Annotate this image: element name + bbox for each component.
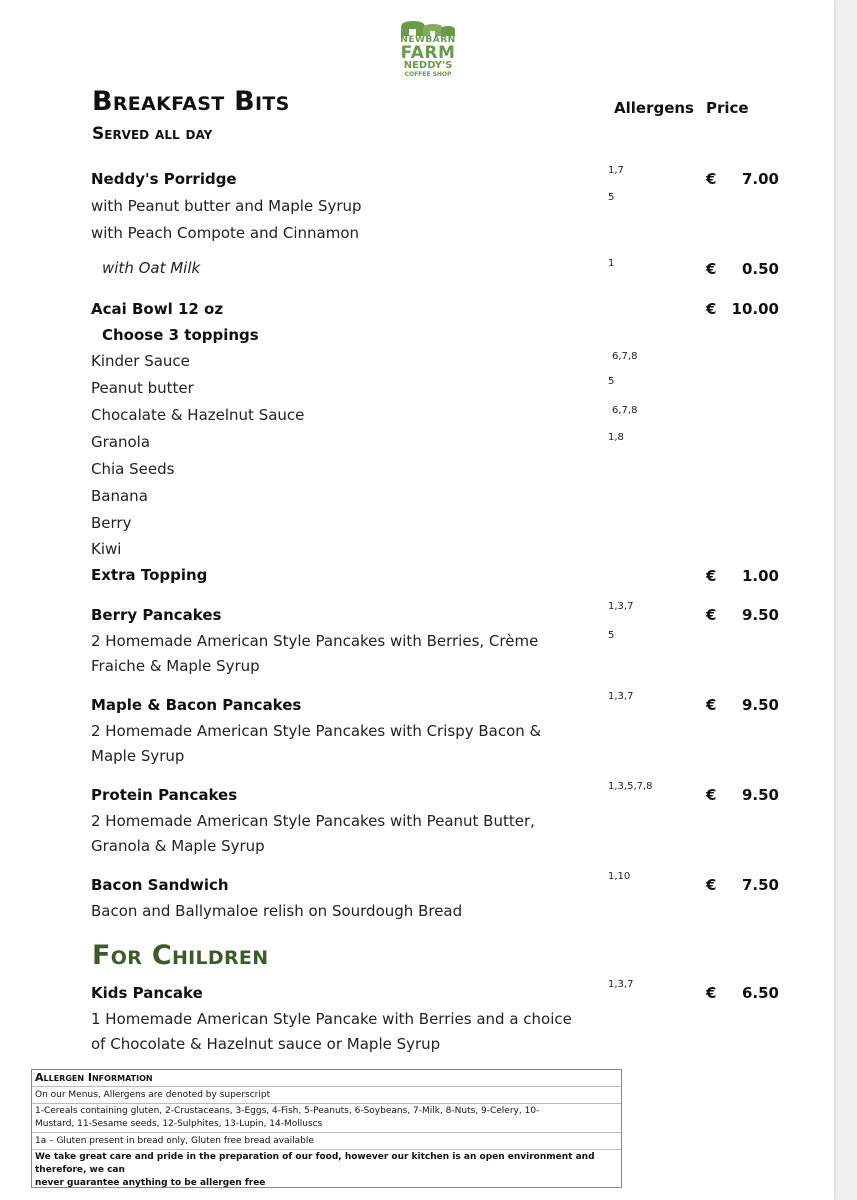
item-protein-desc-2: Granola & Maple Syrup — [91, 837, 265, 855]
allergen-info-list — [32, 1104, 621, 1133]
item-berry-price: 9.50 — [741, 606, 779, 624]
item-kids-name: Kids Pancake — [91, 984, 203, 1002]
topping-name: Kinder Sauce — [91, 352, 190, 370]
item-oatmilk-price: 0.50 — [741, 260, 779, 278]
item-porridge-name: Neddy's Porridge — [91, 170, 237, 188]
allergen-info-disclaimer — [32, 1150, 621, 1191]
item-porridge-allergens-1: 1,7 — [608, 165, 624, 176]
item-maple-price: 9.50 — [741, 696, 779, 714]
item-porridge-desc-2: with Peach Compote and Cinnamon — [91, 224, 360, 242]
logo-line-newbarn: NEWBARN — [400, 35, 456, 45]
allergen-info-list-line: 1-Cereals containing gluten, 2-Crustaceans, 3-Eggs, 4-Fish, 5-Peanuts, 6-Soybeans, 7-Milk, 8-Nuts, 9-Celery, 10- — [35, 1106, 540, 1116]
topping-allergens: 1,8 — [608, 432, 624, 443]
allergen-info-list-line: Mustard, 11-Sesame seeds, 12-Sulphites, 13-Lupin, 14-Molluscs — [35, 1119, 323, 1129]
item-protein-price: 9.50 — [741, 786, 779, 804]
currency-symbol: € — [706, 260, 717, 278]
item-maple-desc-1: 2 Homemade American Style Pancakes with Crispy Bacon & — [91, 722, 542, 740]
item-berry-name: Berry Pancakes — [91, 606, 222, 624]
item-berry-allergens-2: 5 — [608, 630, 615, 641]
topping-name: Peanut butter — [91, 379, 194, 397]
section-title-children: For Children — [92, 940, 269, 971]
allergen-info-disclaimer-line: We take great care and pride in the preparation of our food, however our kitchen is an open environment and therefore, we can — [35, 1152, 595, 1175]
logo-line-neddys: NEDDY'S — [403, 60, 453, 71]
page-title: Breakfast Bits — [92, 86, 290, 117]
currency-symbol: € — [706, 984, 717, 1002]
item-extra-topping-name: Extra Topping — [91, 566, 208, 584]
farm-logo — [396, 20, 460, 86]
item-protein-desc-1: 2 Homemade American Style Pancakes with Peanut Butter, — [91, 812, 535, 830]
currency-symbol: € — [706, 876, 717, 894]
topping-name: Chocalate & Hazelnut Sauce — [91, 406, 305, 424]
item-bacon-name: Bacon Sandwich — [91, 876, 229, 894]
allergens-column-header: Allergens — [614, 99, 694, 117]
logo-line-coffee-shop: COFFEE SHOP — [404, 71, 452, 78]
allergen-info-gluten-note: 1a – Gluten present in bread only, Gluten free bread available — [32, 1133, 621, 1150]
item-protein-allergens: 1,3,5,7,8 — [608, 781, 653, 792]
item-porridge-price: 7.00 — [741, 170, 779, 188]
topping-name: Chia Seeds — [91, 460, 175, 478]
topping-name: Granola — [91, 433, 151, 451]
topping-name: Kiwi — [91, 540, 122, 558]
allergen-information-box — [31, 1069, 622, 1188]
item-bacon-price: 7.50 — [741, 876, 779, 894]
item-oatmilk-allergens: 1 — [608, 258, 615, 269]
item-acai-price: 10.00 — [731, 300, 779, 318]
item-porridge-allergens-2: 5 — [608, 192, 615, 203]
item-bacon-allergens: 1,10 — [608, 871, 631, 882]
item-bacon-desc: Bacon and Ballymaloe relish on Sourdough Bread — [91, 902, 463, 920]
page-subtitle: Served all day — [92, 124, 213, 144]
item-acai-choose: Choose 3 toppings — [102, 326, 259, 344]
item-kids-allergens: 1,3,7 — [608, 979, 634, 990]
item-berry-desc-2: Fraiche & Maple Syrup — [91, 657, 260, 675]
item-berry-desc-1: 2 Homemade American Style Pancakes with Berries, Crème — [91, 632, 539, 650]
topping-name: Banana — [91, 487, 148, 505]
allergen-info-disclaimer-line: never guarantee anything to be allergen free — [35, 1178, 266, 1188]
allergen-info-title: Allergen Information — [32, 1070, 621, 1087]
item-protein-name: Protein Pancakes — [91, 786, 238, 804]
logo-line-farm: FARM — [400, 43, 456, 63]
currency-symbol: € — [706, 300, 717, 318]
item-kids-price: 6.50 — [741, 984, 779, 1002]
item-maple-desc-2: Maple Syrup — [91, 747, 185, 765]
item-porridge-desc-1: with Peanut butter and Maple Syrup — [91, 197, 362, 215]
currency-symbol: € — [706, 696, 717, 714]
item-oatmilk-name: with Oat Milk — [102, 259, 201, 277]
item-berry-allergens-1: 1,3,7 — [608, 601, 634, 612]
item-maple-allergens: 1,3,7 — [608, 691, 634, 702]
currency-symbol: € — [706, 170, 717, 188]
currency-symbol: € — [706, 606, 717, 624]
price-column-header: Price — [706, 99, 749, 117]
item-kids-desc-1: 1 Homemade American Style Pancake with Berries and a choice — [91, 1010, 572, 1028]
allergen-info-line: On our Menus, Allergens are denoted by superscript — [32, 1087, 621, 1104]
item-kids-desc-2: of Chocolate & Hazelnut sauce or Maple Syrup — [91, 1035, 441, 1053]
barn-icon — [399, 20, 457, 36]
currency-symbol: € — [706, 567, 717, 585]
topping-allergens: 5 — [608, 376, 615, 387]
topping-allergens: 6,7,8 — [612, 405, 638, 416]
currency-symbol: € — [706, 786, 717, 804]
topping-allergens: 6,7,8 — [612, 351, 638, 362]
topping-name: Berry — [91, 514, 132, 532]
item-maple-name: Maple & Bacon Pancakes — [91, 696, 302, 714]
item-acai-name: Acai Bowl 12 oz — [91, 300, 224, 318]
item-extra-topping-price: 1.00 — [741, 567, 779, 585]
